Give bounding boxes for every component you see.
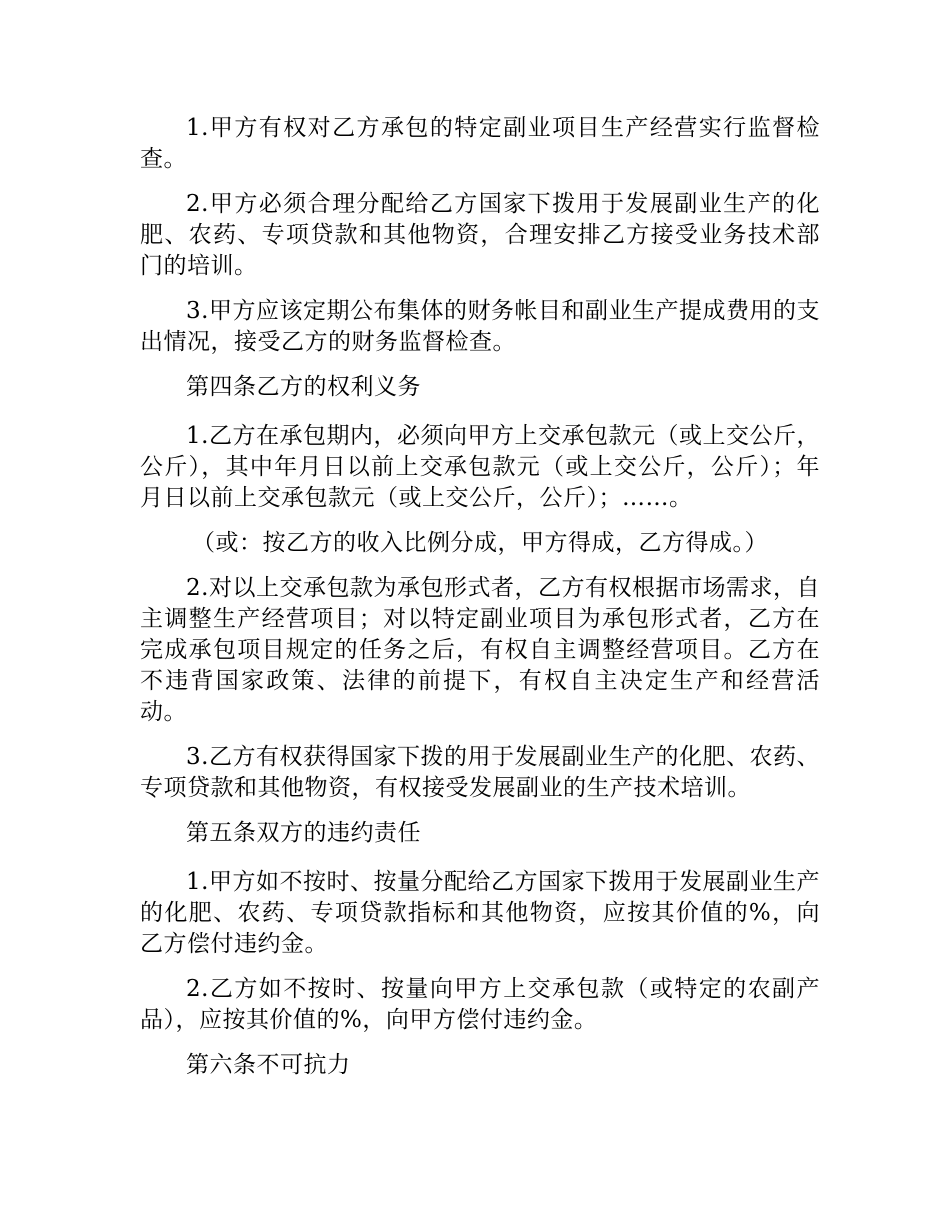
clause-note: （或：按乙方的收入比例分成，甲方得成，乙方得成。）: [192, 530, 768, 556]
clause-paragraph: 2.乙方如不按时、按量向甲方上交承包款（或特定的农副产品），应按其价值的%，向甲方偿付违约金。: [140, 976, 820, 1033]
clause-paragraph: 1.甲方有权对乙方承包的特定副业项目生产经营实行监督检查。: [140, 115, 820, 172]
clause-paragraph: 1.甲方如不按时、按量分配给乙方国家下拨用于发展副业生产的化肥、农药、专项贷款指标和其他物资，应按其价值的%，向乙方偿付违约金。: [140, 869, 820, 957]
clause-paragraph: 2.对以上交承包款为承包形式者，乙方有权根据市场需求，自主调整生产经营项目；对以特定副业项目为承包形式者，乙方在完成承包项目规定的任务之后，有权自主调整经营项目。乙方在不违背国家政策、法律的前提下，有权自主决定生产和经营活动。: [140, 575, 820, 725]
clause-paragraph: 3.乙方有权获得国家下拨的用于发展副业生产的化肥、农药、专项贷款和其他物资，有权接受发展副业的生产技术培训。: [140, 744, 820, 801]
clause-paragraph: 1.乙方在承包期内，必须向甲方上交承包款元（或上交公斤，公斤），其中年月日以前上交承包款元（或上交公斤，公斤）；年月日以前上交承包款元（或上交公斤，公斤）；……。: [140, 423, 820, 511]
document-body: [140, 113, 820, 1099]
article-heading: 第四条乙方的权利义务: [186, 374, 421, 400]
article-heading: 第五条双方的违约责任: [186, 820, 421, 846]
article-heading: 第六条不可抗力: [186, 1052, 351, 1078]
clause-paragraph: 2.甲方必须合理分配给乙方国家下拨用于发展副业生产的化肥、农药、专项贷款和其他物资，合理安排乙方接受业务技术部门的培训。: [140, 191, 820, 279]
clause-paragraph: 3.甲方应该定期公布集体的财务帐目和副业生产提成费用的支出情况，接受乙方的财务监督检查。: [140, 298, 820, 355]
